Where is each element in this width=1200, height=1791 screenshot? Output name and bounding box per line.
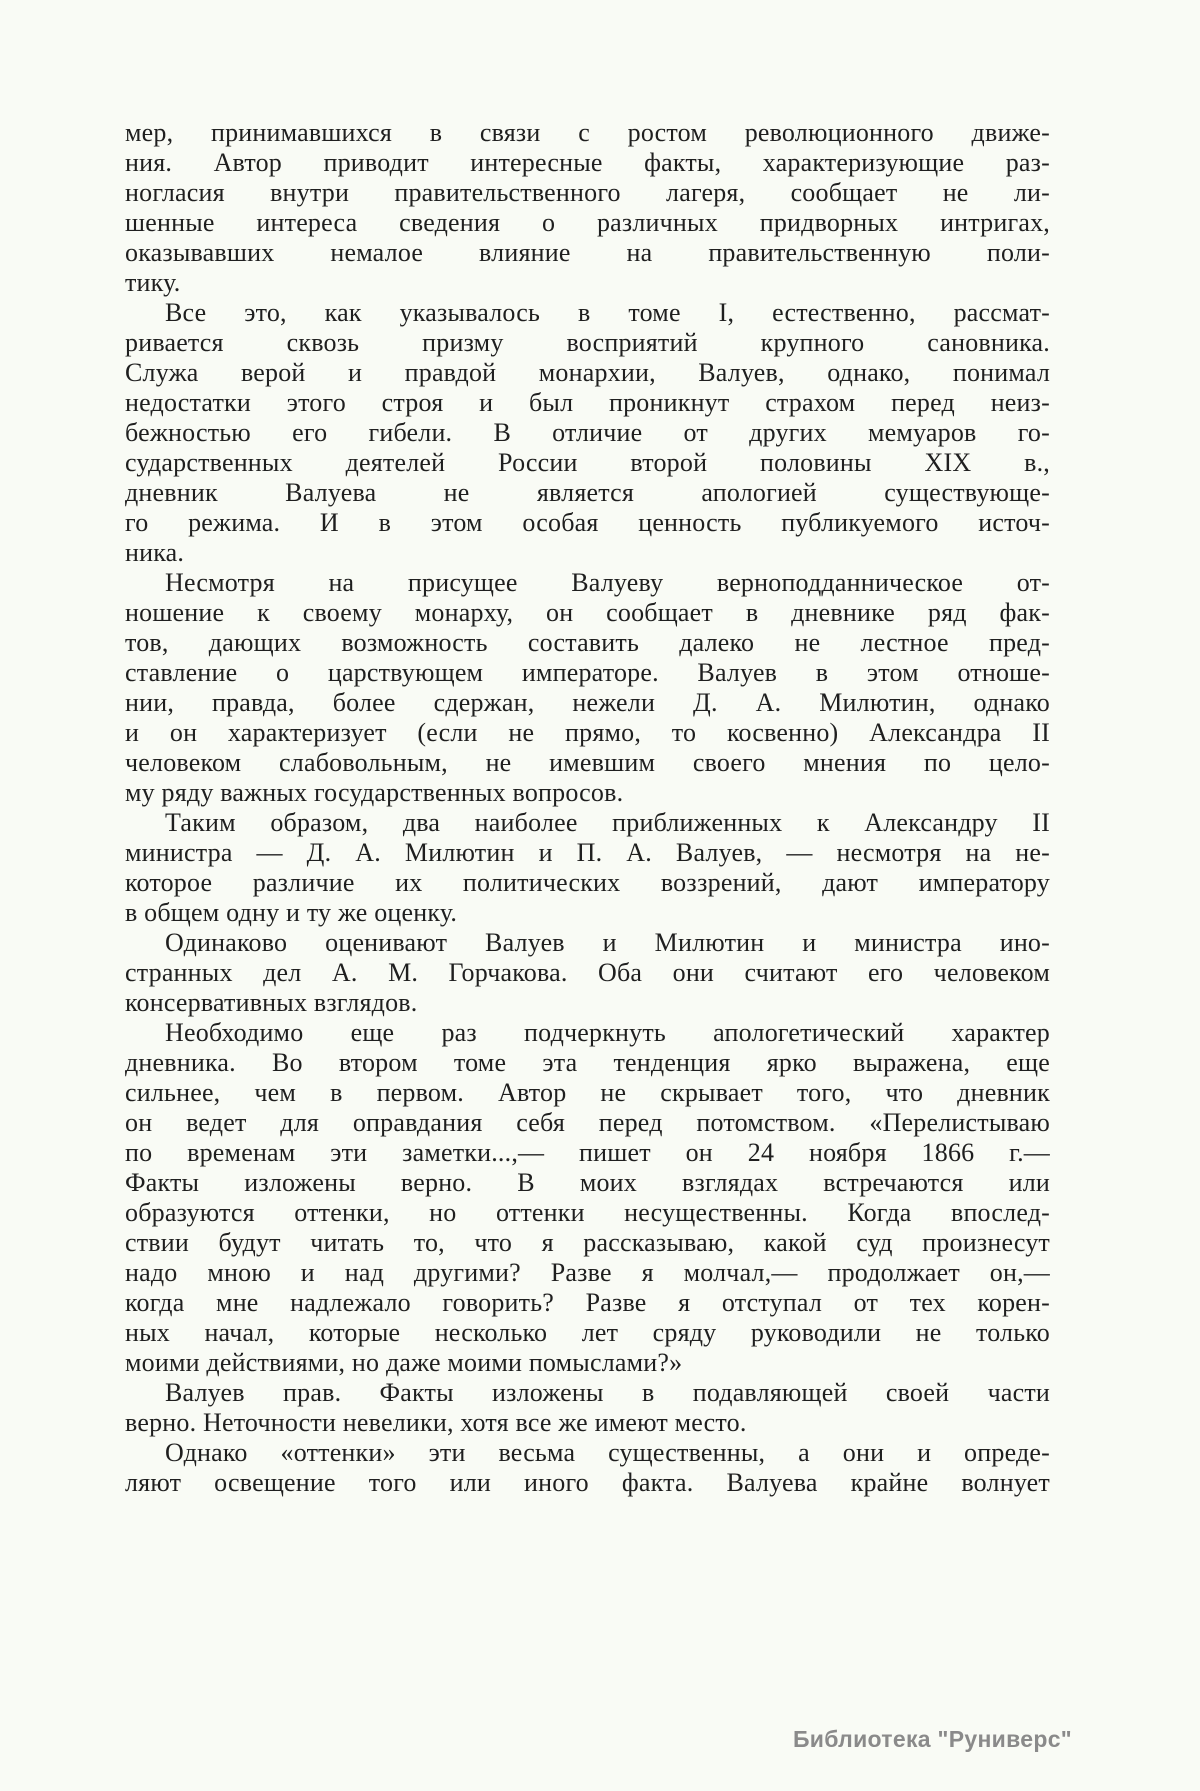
text-line: Факты изложены верно. В моих взглядах встречаются или xyxy=(125,1168,1050,1197)
text-line: ных начал, которые несколько лет сряду руководили не только xyxy=(125,1318,1050,1347)
text-line: оказывавших немалое влияние на правительственную поли- xyxy=(125,238,1050,267)
paragraph xyxy=(125,118,1050,298)
text-line: моими действиями, но даже моими помыслами?» xyxy=(125,1348,683,1377)
text-line: министра — Д. А. Милютин и П. А. Валуев, — несмотря на не- xyxy=(125,838,1050,867)
text-line: тику. xyxy=(125,268,181,297)
text-line: Необходимо еще раз подчеркнуть апологетический характер xyxy=(165,1018,1050,1047)
text-line: ляют освещение того или иного факта. Валуева крайне волнует xyxy=(125,1468,1050,1497)
text-line: сильнее, чем в первом. Автор не скрывает того, что дневник xyxy=(125,1078,1050,1107)
paragraph xyxy=(125,1378,1050,1438)
text-line: верно. Неточности невелики, хотя все же имеют место. xyxy=(125,1408,747,1437)
text-line: ставление о царствующем императоре. Валуев в этом отноше- xyxy=(125,658,1050,687)
text-line: бежностью его гибели. В отличие от других мемуаров го- xyxy=(125,418,1050,447)
text-line: ника. xyxy=(125,538,185,567)
paragraph xyxy=(125,808,1050,928)
text-line: надо мною и над другими? Разве я молчал,— продолжает он,— xyxy=(125,1258,1050,1287)
text-line: Однако «оттенки» эти весьма существенны, а они и опреде- xyxy=(165,1438,1050,1467)
text-line: ношение к своему монарху, он сообщает в дневнике ряд фак- xyxy=(125,598,1050,627)
text-line: сударственных деятелей России второй половины XIX в., xyxy=(125,448,1050,477)
text-line: ния. Автор приводит интересные факты, характеризующие раз- xyxy=(125,148,1050,177)
text-line: человеком слабовольным, не имевшим своего мнения по цело- xyxy=(125,748,1050,777)
text-line: в общем одну и ту же оценку. xyxy=(125,898,458,927)
text-line: и он характеризует (если не прямо, то косвенно) Александра II xyxy=(125,718,1050,747)
text-line: ногласия внутри правительственного лагеря, сообщает не ли- xyxy=(125,178,1050,207)
text-line: недостатки этого строя и был проникнут страхом перед неиз- xyxy=(125,388,1050,417)
paragraph xyxy=(125,928,1050,1018)
paragraph xyxy=(125,298,1050,568)
text-line: го режима. И в этом особая ценность публикуемого источ- xyxy=(125,508,1050,537)
text-line: странных дел А. М. Горчакова. Оба они считают его человеком xyxy=(125,958,1050,987)
text-line: шенные интереса сведения о различных придворных интригах, xyxy=(125,208,1050,237)
text-line: Несмотря на присущее Валуеву верноподданническое от- xyxy=(165,568,1050,597)
text-line: му ряду важных государственных вопросов. xyxy=(125,778,624,807)
paragraph xyxy=(125,1018,1050,1378)
paragraph xyxy=(125,568,1050,808)
page-text-block xyxy=(125,118,1050,1498)
text-line: тов, дающих возможность составить далеко не лестное пред- xyxy=(125,628,1050,657)
text-line: когда мне надлежало говорить? Разве я отступал от тех корен- xyxy=(125,1288,1050,1317)
library-watermark: Библиотека "Руниверс" xyxy=(792,1726,1072,1752)
text-line: Валуев прав. Факты изложены в подавляющей своей части xyxy=(165,1378,1050,1407)
text-line: которое различие их политических воззрений, дают императору xyxy=(125,868,1050,897)
text-line: дневник Валуева не является апологией существующе- xyxy=(125,478,1050,507)
text-line: он ведет для оправдания себя перед потомством. «Перелистываю xyxy=(125,1108,1050,1137)
paragraph xyxy=(125,1438,1050,1498)
text-line: ствии будут читать то, что я рассказываю, какой суд произнесут xyxy=(125,1228,1050,1257)
text-line: по временам эти заметки...,— пишет он 24 ноября 1866 г.— xyxy=(125,1138,1050,1167)
text-line: Таким образом, два наиболее приближенных к Александру II xyxy=(165,808,1050,837)
text-line: нии, правда, более сдержан, нежели Д. А. Милютин, однако xyxy=(125,688,1050,717)
text-line: ривается сквозь призму восприятий крупного сановника. xyxy=(125,328,1050,357)
text-line: дневника. Во втором томе эта тенденция ярко выражена, еще xyxy=(125,1048,1050,1077)
text-line: Служа верой и правдой монархии, Валуев, однако, понимал xyxy=(125,358,1050,387)
text-line: образуются оттенки, но оттенки несущественны. Когда впослед- xyxy=(125,1198,1050,1227)
text-line: консервативных взглядов. xyxy=(125,988,418,1017)
text-line: Одинаково оценивают Валуев и Милютин и министра ино- xyxy=(165,928,1050,957)
text-line: мер, принимавшихся в связи с ростом революционного движе- xyxy=(125,118,1050,147)
text-line: Все это, как указывалось в томе I, естественно, рассмат- xyxy=(165,298,1050,327)
